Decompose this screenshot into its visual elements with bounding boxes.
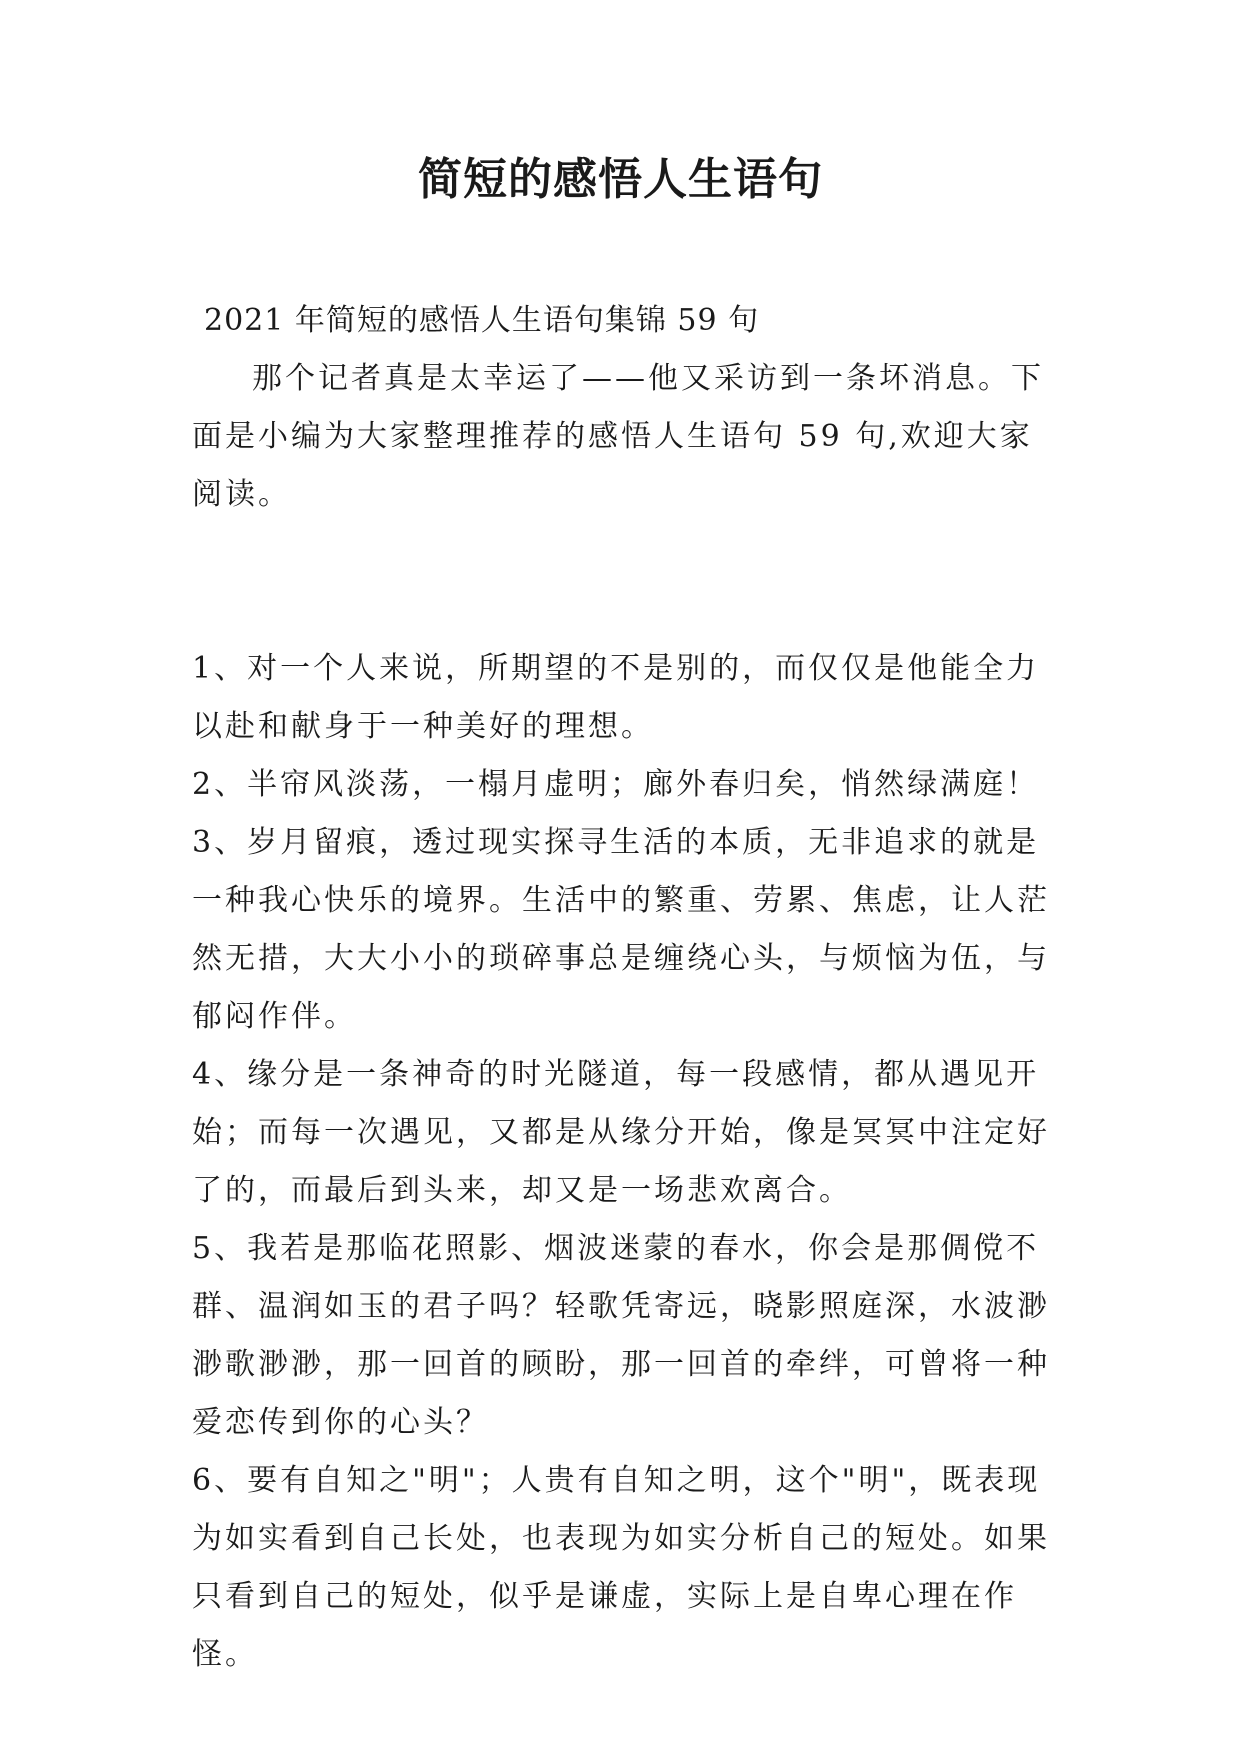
- paragraph-gap: [192, 524, 1050, 640]
- quote-item-3: 3、岁月留痕，透过现实探寻生活的本质，无非追求的就是一种我心快乐的境界。生活中的繁重、劳累、焦虑，让人茫然无措，大大小小的琐碎事总是缠绕心头，与烦恼为伍，与郁闷作伴。: [192, 825, 1050, 1034]
- quote-item-5: 5、我若是那临花照影、烟波迷蒙的春水，你会是那倜傥不群、温润如玉的君子吗？轻歌凭寄远，晓影照庭深，水波渺渺歌渺渺，那一回首的顾盼，那一回首的牵绊，可曾将一种爱恋传到你的心头？: [192, 1231, 1050, 1440]
- intro-paragraph: 那个记者真是太幸运了——他又采访到一条坏消息。下面是小编为大家整理推荐的感悟人生语句 59 句,欢迎大家阅读。: [192, 361, 1044, 512]
- quote-item-1: 1、对一个人来说，所期望的不是别的，而仅仅是他能全力以赴和献身于一种美好的理想。: [192, 651, 1040, 744]
- quote-item-4: 4、缘分是一条神奇的时光隧道，每一段感情，都从遇见开始；而每一次遇见，又都是从缘分开始，像是冥冥中注定好了的，而最后到头来，却又是一场悲欢离合。: [192, 1057, 1050, 1208]
- quote-item-2: 2、半帘风淡荡，一榻月虚明；廊外春归矣，悄然绿满庭！: [192, 767, 1040, 802]
- quote-item-6: 6、要有自知之"明"；人贵有自知之明，这个"明"，既表现为如实看到自己长处，也表现为如实分析自己的短处。如果只看到自己的短处，似乎是谦虚，实际上是自卑心理在作怪。: [192, 1463, 1050, 1672]
- document-subtitle: 2021 年简短的感悟人生语句集锦 59 句: [204, 303, 760, 338]
- document-body: [192, 292, 1050, 1684]
- document-title: 简短的感悟人生语句: [418, 154, 823, 205]
